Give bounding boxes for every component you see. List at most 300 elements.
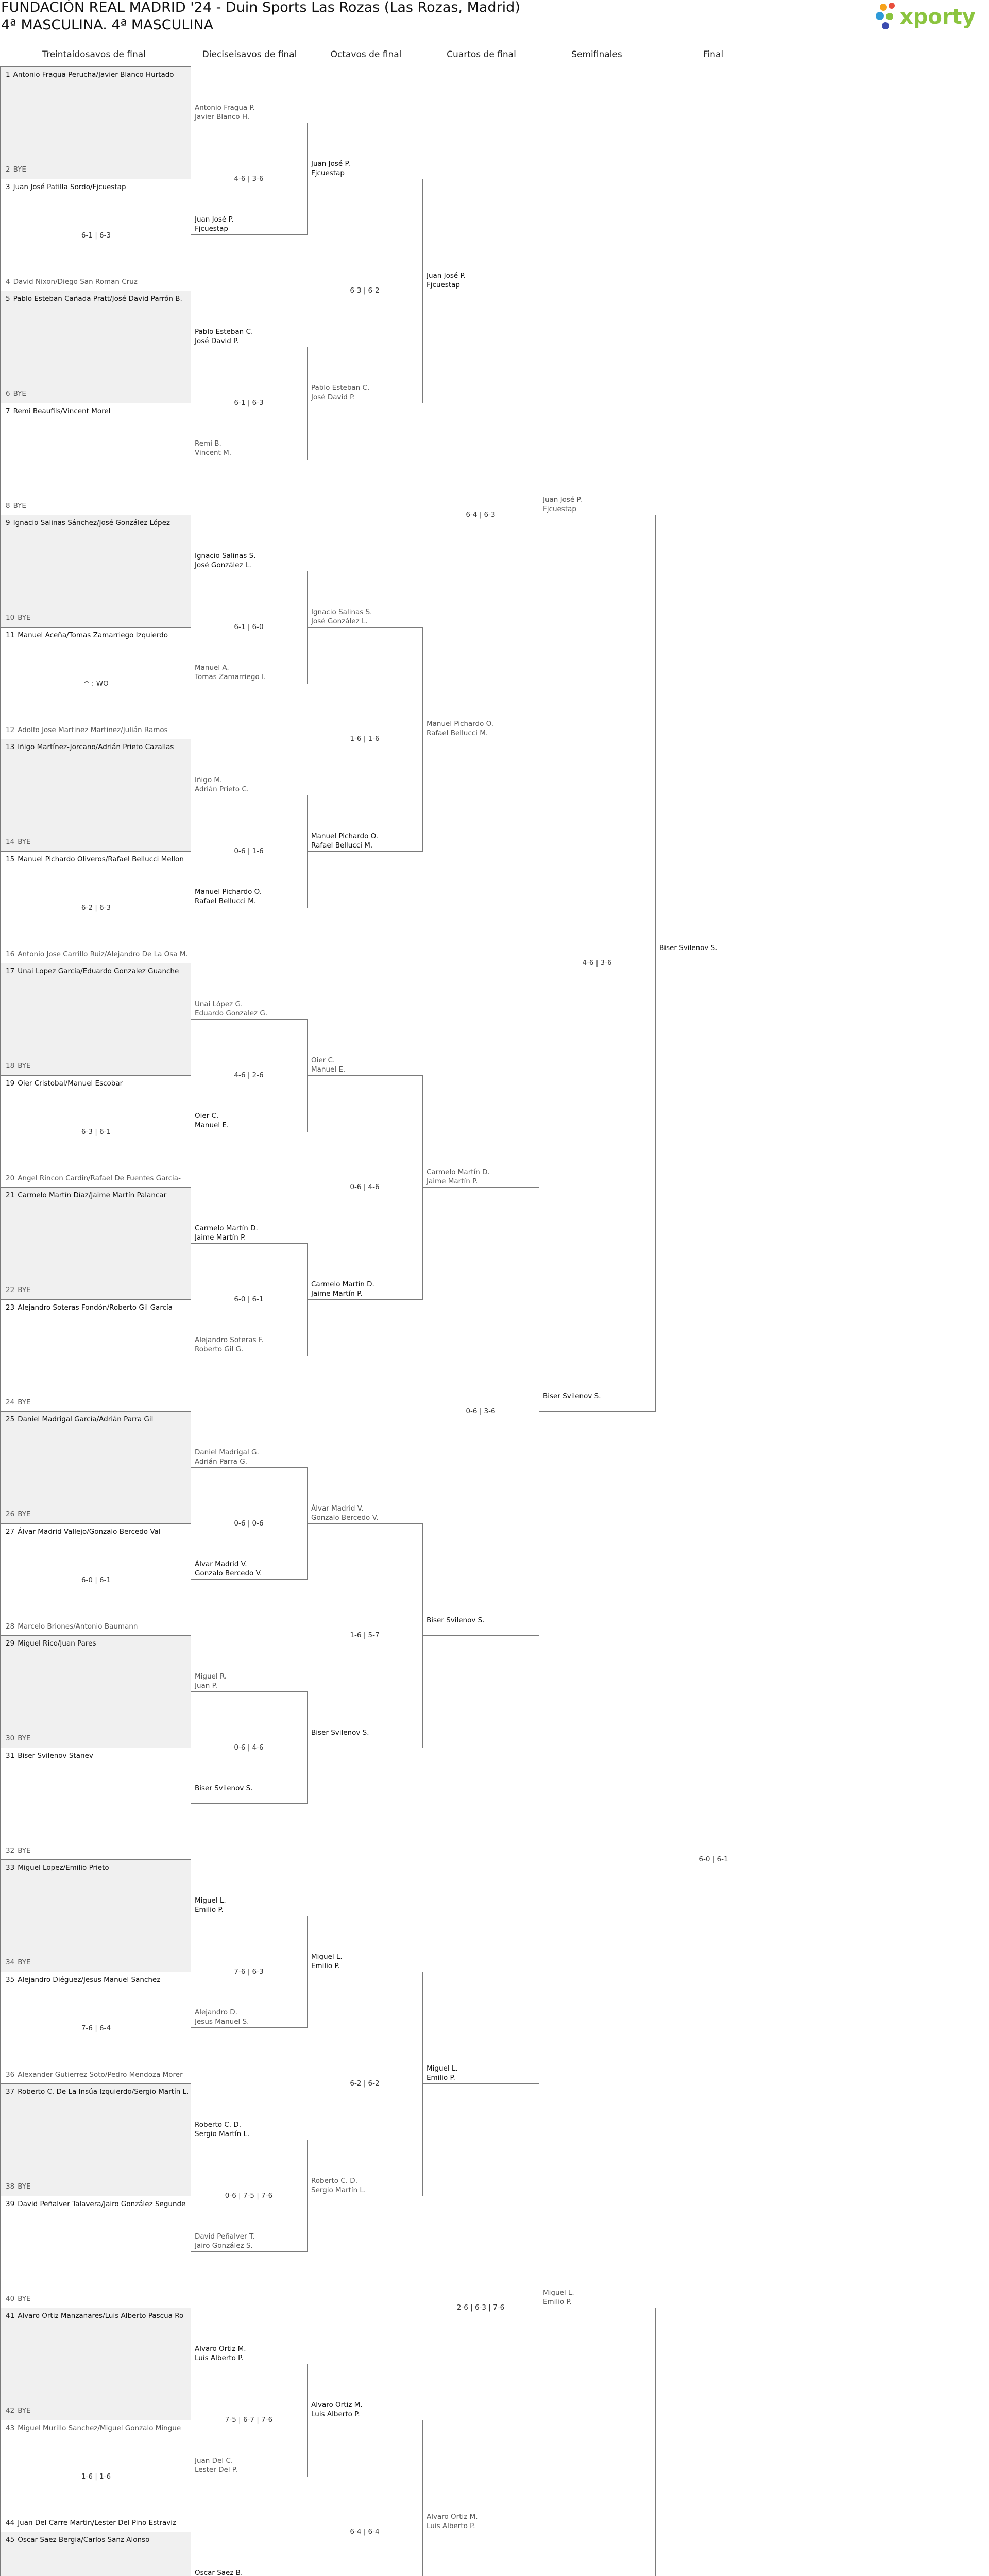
r16-bot-team [311, 2176, 420, 2195]
player-name: Emilio P. [427, 2074, 455, 2082]
r64-entry [6, 1191, 191, 1200]
player-name: Antonio Fragua P. [195, 104, 255, 112]
r64-match[interactable] [0, 1635, 191, 1748]
seed-number: 26 [6, 1510, 15, 1518]
r64-match[interactable] [0, 1523, 191, 1636]
sf-connector [539, 1411, 656, 1412]
seed-number: 27 [6, 1528, 15, 1536]
r16-connector [307, 851, 423, 852]
player-name: Jaime Martín P. [427, 1177, 478, 1185]
r32-top-team [195, 103, 305, 122]
player-name: Biser Svilenov S. [543, 1392, 601, 1400]
r64-match[interactable] [0, 963, 191, 1076]
seed-number: 32 [6, 1846, 15, 1855]
player-name: Sergio Martín L. [195, 2130, 250, 2138]
r32-score: 7-6 | 6-3 [234, 1968, 264, 1976]
sf-top-team [543, 2288, 653, 2307]
team-name: Oscar Saez Bergia/Carlos Sanz Alonso [18, 2536, 150, 2544]
player-name: Juan José P. [427, 272, 466, 280]
r64-entry [6, 406, 191, 416]
r64-entry [6, 389, 191, 398]
seed-number: 44 [6, 2519, 15, 2527]
team-name: Daniel Madrigal García/Adrián Parra Gil [18, 1415, 154, 1423]
seed-number: 40 [6, 2295, 15, 2303]
seed-number: 4 [6, 278, 10, 286]
team-name: Iñigo Martínez-Jorcano/Adrián Prieto Cazallas [18, 743, 174, 751]
r64-match[interactable] [0, 739, 191, 852]
team-name: BYE [13, 165, 26, 174]
seed-number: 36 [6, 2071, 15, 2079]
player-name: Pablo Esteban C. [195, 328, 253, 336]
seed-number: 5 [6, 295, 10, 303]
r64-entry [6, 1398, 191, 1407]
r32-bot-team [195, 1560, 305, 1578]
r64-entry [6, 1303, 191, 1312]
team-name: BYE [18, 1958, 31, 1967]
seed-number: 33 [6, 1863, 15, 1872]
team-name: Roberto C. De La Insúa Izquierdo/Sergio Martín L. [18, 2088, 189, 2096]
col-header-final: Final [703, 49, 724, 60]
team-name: Miguel Rico/Juan Pares [18, 1639, 96, 1648]
seed-number: 22 [6, 1286, 15, 1294]
seed-number: 7 [6, 407, 10, 415]
r32-bot-team [195, 215, 305, 233]
seed-number: 6 [6, 389, 10, 398]
player-name: Álvar Madrid V. [195, 1560, 247, 1568]
team-name: Alejandro Soteras Fondón/Roberto Gil García [18, 1303, 173, 1312]
player-name: Gonzalo Bercedo V. [195, 1569, 262, 1578]
player-name: Carmelo Martín D. [311, 1280, 374, 1289]
seed-number: 12 [6, 726, 15, 734]
r16-score: 0-6 | 4-6 [350, 1183, 380, 1191]
r64-match[interactable] [0, 179, 191, 292]
player-name: Jesus Manuel S. [195, 2018, 249, 2026]
player-name: Rafael Bellucci M. [195, 897, 257, 905]
player-name: Rafael Bellucci M. [427, 729, 488, 737]
r64-entry [6, 2182, 191, 2191]
team-name: Biser Svilenov Stanev [18, 1752, 93, 1760]
r64-match[interactable] [0, 627, 191, 740]
player-name: Alvaro Ortiz M. [427, 2513, 478, 2521]
player-name: Remi B. [195, 439, 221, 448]
seed-number: 19 [6, 1079, 15, 1088]
seed-number: 13 [6, 743, 15, 751]
match-score: 1-6 | 1-6 [81, 2472, 111, 2481]
player-name: Oscar Saez B. [195, 2569, 243, 2576]
r32-top-team [195, 2120, 305, 2139]
xporty-logo[interactable] [873, 0, 989, 36]
r64-match[interactable] [0, 2196, 191, 2309]
r64-match[interactable] [0, 851, 191, 964]
r64-entry [6, 182, 191, 192]
col-header-qf: Cuartos de final [447, 49, 516, 60]
r32-connector [191, 1243, 308, 1244]
player-name: Fjcuestap [311, 169, 345, 177]
player-name: Luis Alberto P. [311, 2410, 360, 2418]
r32-score: 6-1 | 6-0 [234, 623, 264, 631]
player-name: Sergio Martín L. [311, 2186, 366, 2194]
r32-bot-team [195, 663, 305, 682]
player-name: Alvaro Ortiz M. [311, 2401, 363, 2409]
r64-match[interactable] [0, 1075, 191, 1188]
team-name: BYE [13, 389, 26, 398]
team-name: BYE [18, 614, 31, 622]
r64-entry [6, 165, 191, 174]
qf-score: 6-4 | 6-3 [466, 511, 496, 519]
r16-top-team [311, 607, 420, 626]
seed-number: 17 [6, 967, 15, 975]
team-name: BYE [18, 1062, 31, 1070]
team-name: Manuel Aceña/Tomas Zamarriego Izquierdo [18, 631, 168, 639]
seed-number: 24 [6, 1398, 15, 1406]
r64-entry [6, 725, 191, 735]
player-name: Fjcuestap [195, 225, 228, 233]
r64-entry [6, 742, 191, 752]
r16-top-team [311, 2400, 420, 2419]
r64-entry [6, 1846, 191, 1855]
r16-connector [307, 1075, 423, 1076]
xporty-logo-mark [873, 0, 989, 36]
match-score: 6-1 | 6-3 [81, 231, 111, 240]
seed-number: 14 [6, 838, 15, 846]
r16-connector [307, 627, 423, 628]
qf-top-team [427, 1167, 537, 1186]
player-name: Jaime Martín P. [311, 1290, 363, 1298]
final-score: 6-0 | 6-1 [698, 1855, 728, 1863]
team-name: BYE [18, 2406, 31, 2415]
player-name: Alejandro D. [195, 2008, 237, 2016]
r32-connector [191, 1691, 308, 1692]
player-name: Luis Alberto P. [427, 2522, 475, 2530]
r32-score: 0-6 | 0-6 [234, 1519, 264, 1528]
player-name: Luis Alberto P. [195, 2354, 244, 2362]
r32-score: 0-6 | 1-6 [234, 847, 264, 855]
team-name: Álvar Madrid Vallejo/Gonzalo Bercedo Val [18, 1528, 161, 1536]
match-score: 6-0 | 6-1 [81, 1576, 111, 1584]
player-name: Jaime Martín P. [195, 1233, 246, 1242]
player-name: Tomas Zamarriego I. [195, 673, 266, 681]
sf-connector [655, 2308, 656, 2576]
r64-entry [6, 631, 191, 640]
r32-top-team [195, 775, 305, 794]
r64-entry [6, 70, 191, 79]
player-name: Adrián Parra G. [195, 1458, 247, 1466]
r32-connector [191, 1467, 308, 1468]
r16-score: 1-6 | 1-6 [350, 735, 380, 743]
r64-entry [6, 1863, 191, 1872]
player-name: Biser Svilenov S. [311, 1728, 369, 1737]
player-name: Miguel L. [311, 1953, 343, 1961]
player-name: Juan José P. [543, 496, 582, 504]
player-name: Miguel L. [195, 1896, 226, 1905]
r16-score: 1-6 | 5-7 [350, 1631, 380, 1639]
r16-connector [422, 179, 423, 403]
team-name: Ignacio Salinas Sánchez/José González López [13, 519, 170, 527]
team-name: BYE [18, 1398, 31, 1406]
player-name: Jairo González S. [195, 2242, 253, 2250]
qf-connector [422, 1635, 539, 1636]
player-name: Juan José P. [195, 215, 234, 224]
col-header-r32: Dieciseisavos de final [202, 49, 297, 60]
r32-connector [191, 2027, 308, 2028]
seed-number: 35 [6, 1976, 15, 1984]
player-name: Fjcuestap [543, 505, 576, 513]
page-subtitle: 4ª MASCULINA. 4ª MASCULINA [1, 17, 214, 33]
r64-entry [6, 1079, 191, 1088]
r64-entry [6, 855, 191, 864]
r16-connector [422, 1972, 423, 2196]
player-name: David Peñalver T. [195, 2232, 255, 2241]
sf-score: 4-6 | 3-6 [582, 959, 612, 967]
player-name: Vincent M. [195, 449, 232, 457]
player-name: Ignacio Salinas S. [311, 608, 372, 616]
seed-number: 23 [6, 1303, 15, 1312]
r16-bot-team [311, 832, 420, 850]
team-name: David Peñalver Talavera/Jairo González Segunde [18, 2200, 186, 2208]
r16-connector [422, 1075, 423, 1300]
r64-match[interactable] [0, 515, 191, 628]
r64-match[interactable] [0, 66, 191, 179]
team-name: BYE [18, 1846, 31, 1855]
player-name: Manuel E. [195, 1121, 229, 1129]
qf-top-team [427, 271, 537, 290]
seed-number: 3 [6, 183, 10, 191]
r64-match[interactable] [0, 291, 191, 403]
match-score: 6-3 | 6-1 [81, 1128, 111, 1136]
team-name: Angel Rincon Cardin/Rafael De Fuentes Garcia- [18, 1174, 181, 1182]
player-name: Roberto Gil G. [195, 1345, 244, 1353]
r32-bot-team [195, 1111, 305, 1130]
player-name: Lester Del P. [195, 2466, 238, 2474]
r64-entry [6, 1415, 191, 1424]
player-name: Miguel R. [195, 1672, 227, 1681]
sf-bot-team [543, 1392, 653, 1401]
r32-score: 4-6 | 2-6 [234, 1071, 264, 1079]
seed-number: 1 [6, 71, 10, 79]
player-name: Oier C. [195, 1112, 219, 1120]
r64-match[interactable] [0, 2308, 191, 2420]
team-name: Alejandro Diéguez/Jesus Manuel Sanchez [18, 1976, 161, 1984]
r64-entry [6, 2311, 191, 2320]
seed-number: 30 [6, 1734, 15, 1742]
team-name: Alexander Gutierrez Soto/Pedro Mendoza Morer [18, 2071, 183, 2079]
player-name: Unai López G. [195, 1000, 243, 1008]
r64-entry [6, 2199, 191, 2209]
player-name: Oier C. [311, 1056, 335, 1064]
r32-bot-team [195, 2456, 305, 2475]
team-name: Carmelo Martín Díaz/Jaime Martín Palancar [18, 1191, 167, 1199]
r64-entry [6, 1174, 191, 1183]
final-top-team [659, 943, 770, 953]
r64-entry [6, 294, 191, 303]
r32-top-team [195, 1224, 305, 1242]
team-name: Adolfo Jose Martinez Martinez/Julián Ramos [18, 726, 168, 734]
r64-entry [6, 1510, 191, 1519]
r64-entry [6, 837, 191, 846]
match-score: ^ : WO [83, 680, 109, 688]
seed-number: 21 [6, 1191, 15, 1199]
r64-entry [6, 1975, 191, 1985]
r64-entry [6, 2406, 191, 2415]
r64-entry [6, 950, 191, 959]
seed-number: 25 [6, 1415, 15, 1423]
r32-score: 0-6 | 7-5 | 7-6 [225, 2192, 273, 2200]
player-name: Miguel L. [543, 2289, 574, 2297]
r64-entry [6, 2535, 191, 2545]
seed-number: 28 [6, 1622, 15, 1631]
seed-number: 37 [6, 2088, 15, 2096]
seed-number: 16 [6, 950, 15, 958]
seed-number: 31 [6, 1752, 15, 1760]
player-name: Emilio P. [195, 1906, 224, 1914]
r32-score: 7-5 | 6-7 | 7-6 [225, 2416, 273, 2424]
player-name: Juan Del C. [195, 2456, 233, 2465]
seed-number: 29 [6, 1639, 15, 1648]
r32-top-team [195, 999, 305, 1018]
team-name: Pablo Esteban Cañada Pratt/José David Parrón B. [13, 295, 182, 303]
r16-top-team [311, 159, 420, 178]
logo-wordmark: xporty [900, 5, 976, 29]
seed-number: 2 [6, 165, 10, 174]
r64-entry [6, 501, 191, 511]
team-name: Juan José Patilla Sordo/Fjcuestap [13, 183, 126, 191]
r64-match[interactable] [0, 403, 191, 516]
r32-connector [191, 234, 308, 235]
r16-top-team [311, 1952, 420, 1971]
r64-match[interactable] [0, 1972, 191, 2084]
team-name: Manuel Pichardo Oliveros/Rafael Bellucci Mellon [18, 855, 184, 863]
r64-entry [6, 1639, 191, 1648]
r64-match[interactable] [0, 2420, 191, 2533]
r64-match[interactable] [0, 1411, 191, 1524]
r32-connector [191, 1803, 308, 1804]
col-header-sf: Semifinales [571, 49, 622, 60]
qf-top-team [427, 2064, 537, 2082]
qf-score: 2-6 | 6-3 | 7-6 [456, 2303, 505, 2312]
r64-match[interactable] [0, 1187, 191, 1300]
r16-score: 6-2 | 6-2 [350, 2079, 380, 2088]
player-name: Manuel E. [311, 1065, 346, 1074]
r32-bot-team [195, 439, 305, 457]
r32-score: 0-6 | 4-6 [234, 1743, 264, 1752]
r16-bot-team [311, 1280, 420, 1298]
r64-entry [6, 1622, 191, 1631]
player-name: Pablo Esteban C. [311, 384, 370, 392]
r64-entry [6, 1527, 191, 1536]
col-header-r16: Octavos de final [330, 49, 402, 60]
r16-score: 6-3 | 6-2 [350, 286, 380, 295]
r32-top-team [195, 2344, 305, 2363]
r32-bot-team [195, 1784, 305, 1793]
player-name: Alvaro Ortiz M. [195, 2345, 246, 2353]
team-name: Antonio Fragua Perucha/Javier Blanco Hurtado [13, 71, 174, 79]
r16-connector [422, 2420, 423, 2576]
team-name: Unai Lopez Garcia/Eduardo Gonzalez Guanche [18, 967, 179, 975]
team-name: Oier Cristobal/Manuel Escobar [18, 1079, 123, 1088]
player-name: Javier Blanco H. [195, 113, 250, 121]
r64-entry [6, 1958, 191, 1967]
player-name: Álvar Madrid V. [311, 1504, 364, 1513]
r64-match[interactable] [0, 1299, 191, 1412]
r64-entry [6, 518, 191, 528]
player-name: Miguel L. [427, 2064, 458, 2073]
qf-bot-team [427, 719, 537, 738]
team-name: BYE [18, 2182, 31, 2191]
team-name: BYE [18, 1510, 31, 1518]
seed-number: 20 [6, 1174, 15, 1182]
team-name: Marcelo Briones/Antonio Baumann [18, 1622, 138, 1631]
qf-connector [422, 2083, 539, 2084]
player-name: Roberto C. D. [195, 2121, 241, 2129]
team-name: BYE [18, 1734, 31, 1742]
team-name: David Nixon/Diego San Roman Cruz [13, 278, 138, 286]
player-name: Adrián Prieto C. [195, 785, 249, 793]
seed-number: 43 [6, 2424, 15, 2432]
r16-bot-team [311, 383, 420, 402]
r32-top-team [195, 551, 305, 570]
r64-entry [6, 2070, 191, 2079]
r64-entry [6, 967, 191, 976]
player-name: Fjcuestap [427, 281, 460, 289]
seed-number: 18 [6, 1062, 15, 1070]
r64-match[interactable] [0, 2083, 191, 2196]
r16-top-team [311, 1056, 420, 1074]
r16-connector [307, 1299, 423, 1300]
team-name: BYE [13, 502, 26, 510]
r64-entry [6, 277, 191, 286]
r64-match[interactable] [0, 2532, 191, 2576]
r64-entry [6, 613, 191, 622]
player-name: Emilio P. [543, 2298, 572, 2306]
player-name: Daniel Madrigal G. [195, 1448, 259, 1456]
page-title: FUNDACIÓN REAL MADRID '24 - Duin Sports Las Rozas (Las Rozas, Madrid) [1, 0, 520, 15]
r32-top-team [195, 1672, 305, 1690]
r64-match[interactable] [0, 1859, 191, 1972]
r64-entry [6, 2424, 191, 2433]
r64-match[interactable] [0, 1748, 191, 1860]
seed-number: 38 [6, 2182, 15, 2191]
col-header-r64: Treintaidosavos de final [42, 49, 146, 60]
r16-top-team [311, 1504, 420, 1522]
r64-entry [6, 2518, 191, 2528]
player-name: José David P. [195, 337, 239, 345]
seed-number: 8 [6, 502, 10, 510]
r32-top-team [195, 1448, 305, 1466]
player-name: Manuel A. [195, 664, 229, 672]
player-name: Carmelo Martín D. [195, 1224, 258, 1232]
player-name: Alejandro Soteras F. [195, 1336, 264, 1344]
player-name: Biser Svilenov S. [427, 1616, 485, 1624]
match-score: 7-6 | 6-4 [81, 2024, 111, 2032]
player-name: Gonzalo Bercedo V. [311, 1514, 379, 1522]
player-name: Manuel Pichardo O. [427, 720, 494, 728]
seed-number: 15 [6, 855, 15, 863]
player-name: Biser Svilenov S. [659, 944, 718, 952]
team-name: BYE [18, 838, 31, 846]
r32-bot-team [195, 1335, 305, 1354]
r16-connector [422, 627, 423, 852]
r64-entry [6, 1734, 191, 1743]
player-name: Ignacio Salinas S. [195, 552, 256, 560]
r32-score: 4-6 | 3-6 [234, 175, 264, 183]
player-name: Juan P. [195, 1682, 217, 1690]
seed-number: 10 [6, 614, 15, 622]
player-name: Biser Svilenov S. [195, 1784, 253, 1792]
team-name: BYE [18, 2295, 31, 2303]
r64-entry [6, 1751, 191, 1760]
qf-bot-team [427, 1616, 537, 1625]
seed-number: 34 [6, 1958, 15, 1967]
